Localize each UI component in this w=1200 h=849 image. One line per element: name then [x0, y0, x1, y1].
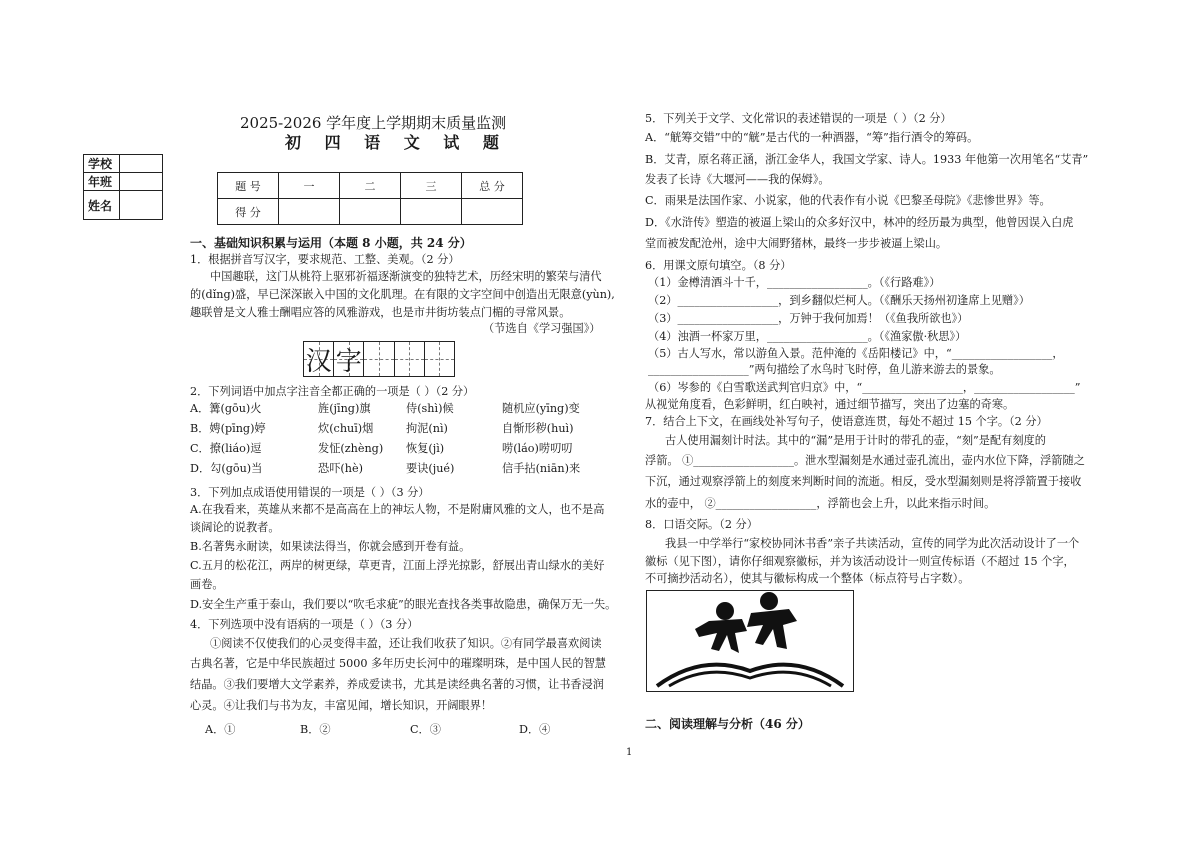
question-2: 2．下列词语中加点字注音全都正确的一项是（ ）（2 分） [190, 385, 475, 398]
school-field[interactable] [120, 155, 163, 173]
q4-option-d: D．④ [519, 723, 551, 736]
q8-passage-line: 我县一中学举行“家校协同沐书香”亲子共读活动，宣传的同学为此次活动设计了一个 [665, 537, 1080, 550]
q3-option-b: B.名著隽永耐读，如果读法得当，你就会感到开卷有益。 [190, 540, 471, 553]
q6-blank-1[interactable]: （1）金樽清酒斗十千，__________________。（《行路难》） [648, 276, 941, 289]
question-7: 7．结合上下文，在画线处补写句子，使语意连贯，每处不超过 15 个字。（2 分） [645, 415, 1048, 428]
question-4: 4．下列选项中没有语病的一项是（ ）（3 分） [190, 618, 419, 631]
question-6: 6．用课文原句填空。（8 分） [645, 259, 792, 272]
grid-cell [425, 342, 454, 376]
grid-cell: 汉 [304, 342, 334, 376]
q1-passage-line: 中国趣联，这门从桃符上驱邪祈福逐渐演变的独特艺术，历经宋明的繁荣与清代 [210, 270, 602, 283]
page-number: 1 [626, 747, 633, 758]
q6-blank-3[interactable]: （3）__________________，万钟于我何加焉！（《鱼我所欲也》） [648, 312, 969, 325]
q1-source: （节选自《学习强国》） [483, 322, 601, 335]
score-header: 题 号 [218, 173, 279, 199]
label-class: 年班 [84, 173, 120, 191]
grid-cell: 字 [334, 342, 364, 376]
q4-passage-line: 古典名著，它是中华民族超过 5000 多年历史长河中的璀璨明珠，是中国人民的智慧 [190, 657, 606, 670]
score-cell[interactable] [340, 199, 401, 225]
q3-option-c: 画卷。 [190, 578, 224, 591]
q6-blank-2[interactable]: （2）__________________，到乡翻似烂柯人。（《酬乐天扬州初逢席上见赠》） [648, 294, 1030, 307]
q3-option-a: 谈阔论的说教者。 [190, 521, 280, 534]
q7-passage-line: 古人使用漏刻计时法。其中的“漏”是用于计时的带孔的壶，“刻”是配有刻度的 [665, 434, 1046, 447]
name-field[interactable] [120, 191, 163, 220]
q6-blank-5[interactable]: __________________”两句描绘了水鸟时飞时停，鱼儿游来游去的景象。 [648, 363, 1001, 376]
class-field[interactable] [120, 173, 163, 191]
exam-title: 2025-2026 学年度上学期期末质量监测 [240, 114, 507, 132]
label-school: 学校 [84, 155, 120, 173]
question-1: 1．根据拼音写汉字，要求规范、工整、美观。（2 分） [190, 253, 460, 266]
q8-passage-line: 徽标（见下图），请你仔细观察徽标，并为该活动设计一则宣传标语（不超过 15 个字， [645, 555, 1075, 568]
score-header: 二 [340, 173, 401, 199]
exam-subtitle: 初 四 语 文 试 题 [285, 133, 508, 152]
score-cell[interactable] [462, 199, 523, 225]
question-5: 5．下列关于文学、文化常识的表述错误的一项是（ ）（2 分） [645, 112, 952, 125]
q5-option-d: D．《水浒传》塑造的被逼上梁山的众多好汉中，林冲的经历最为典型，他曾因误入白虎 [645, 216, 1074, 229]
q4-option-c: C．③ [410, 723, 441, 736]
q4-passage-line: ①阅读不仅使我们的心灵变得丰盈，还让我们收获了知识。②有同学最喜欢阅读 [210, 637, 602, 650]
q5-option-b: B．艾青，原名蒋正涵，浙江金华人，我国文学家、诗人。1933 年他第一次用笔名“艾青” [645, 153, 1089, 166]
hanzi-writing-grid[interactable] [303, 341, 455, 377]
q6-blank-5[interactable]: （5）古人写水，常以游鱼入景。范仲淹的《岳阳楼记》中，“__________________， [648, 347, 1064, 360]
activity-logo-image [646, 590, 854, 692]
section-2-heading: 二、阅读理解与分析（46 分） [645, 717, 810, 731]
score-cell[interactable] [401, 199, 462, 225]
q3-option-a: A.在我看来，英雄从来都不是高高在上的神坛人物，不是附庸风雅的文人，也不是高 [190, 503, 605, 516]
q2-option-row: A．篝(gōu)火 旌(jīng)旗 侍(shì)候 随机应(yīng)变 [190, 402, 580, 415]
score-table [217, 172, 523, 225]
q4-option-a: A．① [205, 723, 236, 736]
score-cell[interactable] [279, 199, 340, 225]
q6-blank-4[interactable]: （4）浊酒一杯家万里，__________________。（《渔家傲·秋思》） [648, 330, 967, 343]
q7-passage-line[interactable]: 浮箭。 ①__________________。泄水型漏刻是水通过壶孔流出，壶内水位下降，浮箭随之 [645, 454, 1085, 467]
question-8: 8．口语交际。（2 分） [645, 518, 758, 531]
label-name: 姓名 [84, 191, 120, 220]
q7-passage-line: 下沉，通过观察浮箭上的刻度来判断时间的流逝。相反，受水型漏刻则是将浮箭置于接收 [645, 475, 1082, 488]
q2-option-row: C．撩(liáo)逗 发怔(zhèng) 恢复(jì) 唠(láo)唠叨叨 [190, 442, 573, 455]
q5-option-c: C．雨果是法国作家、小说家，他的代表作有小说《巴黎圣母院》《悲惨世界》等。 [645, 194, 1051, 207]
score-row-label: 得 分 [218, 199, 279, 225]
q2-option-row: B．娉(pīng)婷 炊(chuī)烟 拘泥(nì) 自惭形秽(huì) [190, 422, 574, 435]
q6-blank-6[interactable]: （6）岑参的《白雪歌送武判官归京》中，“__________________，__________________” [648, 381, 1081, 394]
q1-passage-line: 趣联曾是文人雅士酬唱应答的风雅游戏，也是市井街坊装点门楣的寻常风景。 [190, 306, 571, 319]
grid-cell [395, 342, 425, 376]
score-header: 三 [401, 173, 462, 199]
q3-option-d: D.安全生产重于泰山，我们要以“吹毛求疵”的眼光查找各类事故隐患，确保万无一失。 [190, 598, 617, 611]
score-header: 一 [279, 173, 340, 199]
q5-option-a: A．“觥筹交错”中的“觥”是古代的一种酒器，“筹”指行酒令的筹码。 [645, 131, 979, 144]
q5-option-d: 堂而被发配沧州，途中大闹野猪林，最终一步步被逼上梁山。 [645, 237, 948, 250]
q2-options [190, 402, 600, 482]
q4-option-b: B．② [300, 723, 331, 736]
grid-cell [364, 342, 394, 376]
score-header: 总 分 [462, 173, 523, 199]
q4-passage-line: 心灵。④让我们与书为友，丰富见闻，增长知识，开阔眼界！ [190, 699, 493, 712]
q3-option-c: C.五月的松花江，两岸的树更绿，草更青，江面上浮光掠影，舒展出青山绿水的美好 [190, 559, 605, 572]
q4-passage-line: 结晶。③我们要增大文学素养，养成爱读书，尤其是读经典名著的习惯，让书香浸润 [190, 678, 604, 691]
q7-passage-line[interactable]: 水的壶中， ②__________________，浮箭也会上升，以此来指示时间。 [645, 497, 996, 510]
q2-option-row: D．勾(gōu)当 恐吓(hè) 要诀(jué) 信手拈(niān)来 [190, 462, 581, 475]
q5-option-b: 发表了长诗《大堰河——我的保姆》。 [645, 173, 830, 186]
student-info-box [83, 154, 163, 220]
section-1-heading: 一、基础知识积累与运用（本题 8 小题，共 24 分） [190, 236, 472, 250]
q8-passage-line: 不可摘抄活动名），使其与徽标构成一个整体（标点符号占字数）。 [645, 572, 970, 585]
question-3: 3．下列加点成语使用错误的一项是（ ）（3 分） [190, 486, 430, 499]
q6-blank-6-desc: 从视觉角度看，色彩鲜明，红白映衬，通过细节描写，突出了边塞的奇寒。 [645, 398, 1015, 411]
q1-passage-line: 的(dǐng)盛，早已深深嵌入中国的文化肌理。在有限的文字空间中创造出无限意(yùn), [190, 288, 615, 301]
